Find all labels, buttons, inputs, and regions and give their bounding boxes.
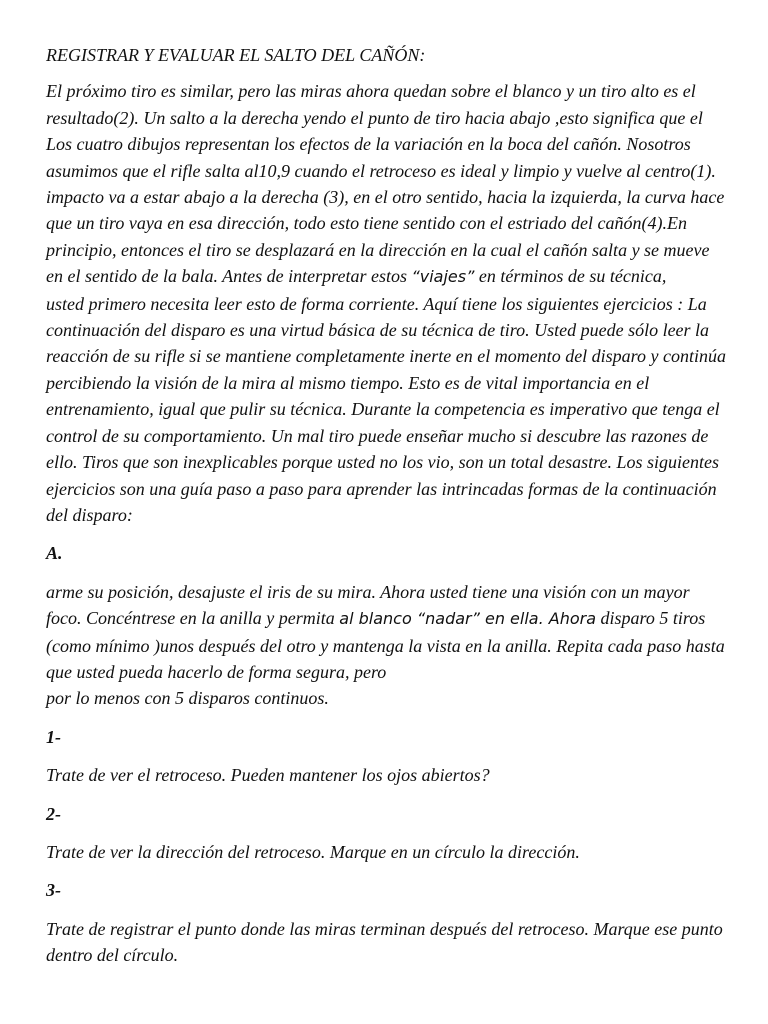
section-a-text-part-c: disparo 5 tiros (como mínimo )unos después del otro y mantenga la vista en la anilla. Repita cada paso hasta que usted pueda hacerlo de forma segura, pero [46, 608, 725, 682]
intro-paragraph [46, 78, 728, 528]
step-1-heading: 1- [46, 726, 61, 747]
step-2-heading: 2- [46, 803, 61, 824]
intro-text-part-d: usted primero necesita leer esto de forma corriente. Aquí tiene los siguientes ejercicios : La continuación del disparo es una virtud básica de su técnica de tiro. Usted puede sólo leer la reacción de su rifle si se mantiene completamente inerte en el momento del disparo y continúa percibiendo la visión de la mira al mismo tiempo. Esto es de vital importancia en el entrenamiento, igual que pulir su técnica. Durante la competencia es imperativo que tenga el control de su comportamiento. Un mal tiro puede enseñar mucho si descubre las razones de ello. Tiros que son inexplicables porque usted no los vio, son un total desastre. Los siguientes ejercicios son una guía paso a paso para aprender las intrincadas formas de la continuación del disparo: [46, 293, 727, 525]
section-a-heading: A. [46, 543, 63, 564]
intro-text-viajes: “viajes” [411, 267, 475, 287]
step-1-text: Trate de ver el retroceso. Pueden mantener los ojos abiertos? [46, 765, 490, 786]
section-a-text-nadar: al blanco “nadar” en ella. Ahora [339, 609, 597, 629]
step-3-text: Trate de registrar el punto donde las miras terminan después del retroceso. Marque ese punto dentro del círculo. [46, 918, 723, 966]
section-a-text-part-a: arme su posición, desajuste el iris de su mira. Ahora usted tiene una visión con un mayor foco. Concéntrese en la anilla y permita [46, 581, 690, 629]
section-a-paragraph [46, 579, 728, 712]
section-a-text-part-d: por lo menos con 5 disparos continuos. [46, 688, 329, 709]
step-3-heading: 3- [46, 880, 61, 901]
intro-text-part-a: El próximo tiro es similar, pero las miras ahora quedan sobre el blanco y un tiro alto es el resultado(2). Un salto a la derecha yendo el punto de tiro hacia abajo ,esto significa que el Los cuatro dibujos representan los efectos de la variación en la boca del cañón. Nosotros asumimos que el rifle salta al10,9 cuando el retroceso es ideal y limpio y vuelve al centro(1). impacto va a estar abajo a la derecha (3), en el otro sentido, hacia la izquierda, la curva hace que un tiro vaya en esa dirección, todo esto tiene sentido con el estriado del cañón(4).En principio, entonces el tiro se desplazará en la dirección en la cual el cañón salta y se mueve en el sentido de la bala. Antes de interpretar estos [46, 81, 725, 287]
intro-text-part-c: en términos de su técnica, [474, 266, 667, 287]
step-2-text: Trate de ver la dirección del retroceso. Marque en un círculo la dirección. [46, 841, 580, 862]
document-title: REGISTRAR Y EVALUAR EL SALTO DEL CAÑÓN: [46, 45, 426, 65]
